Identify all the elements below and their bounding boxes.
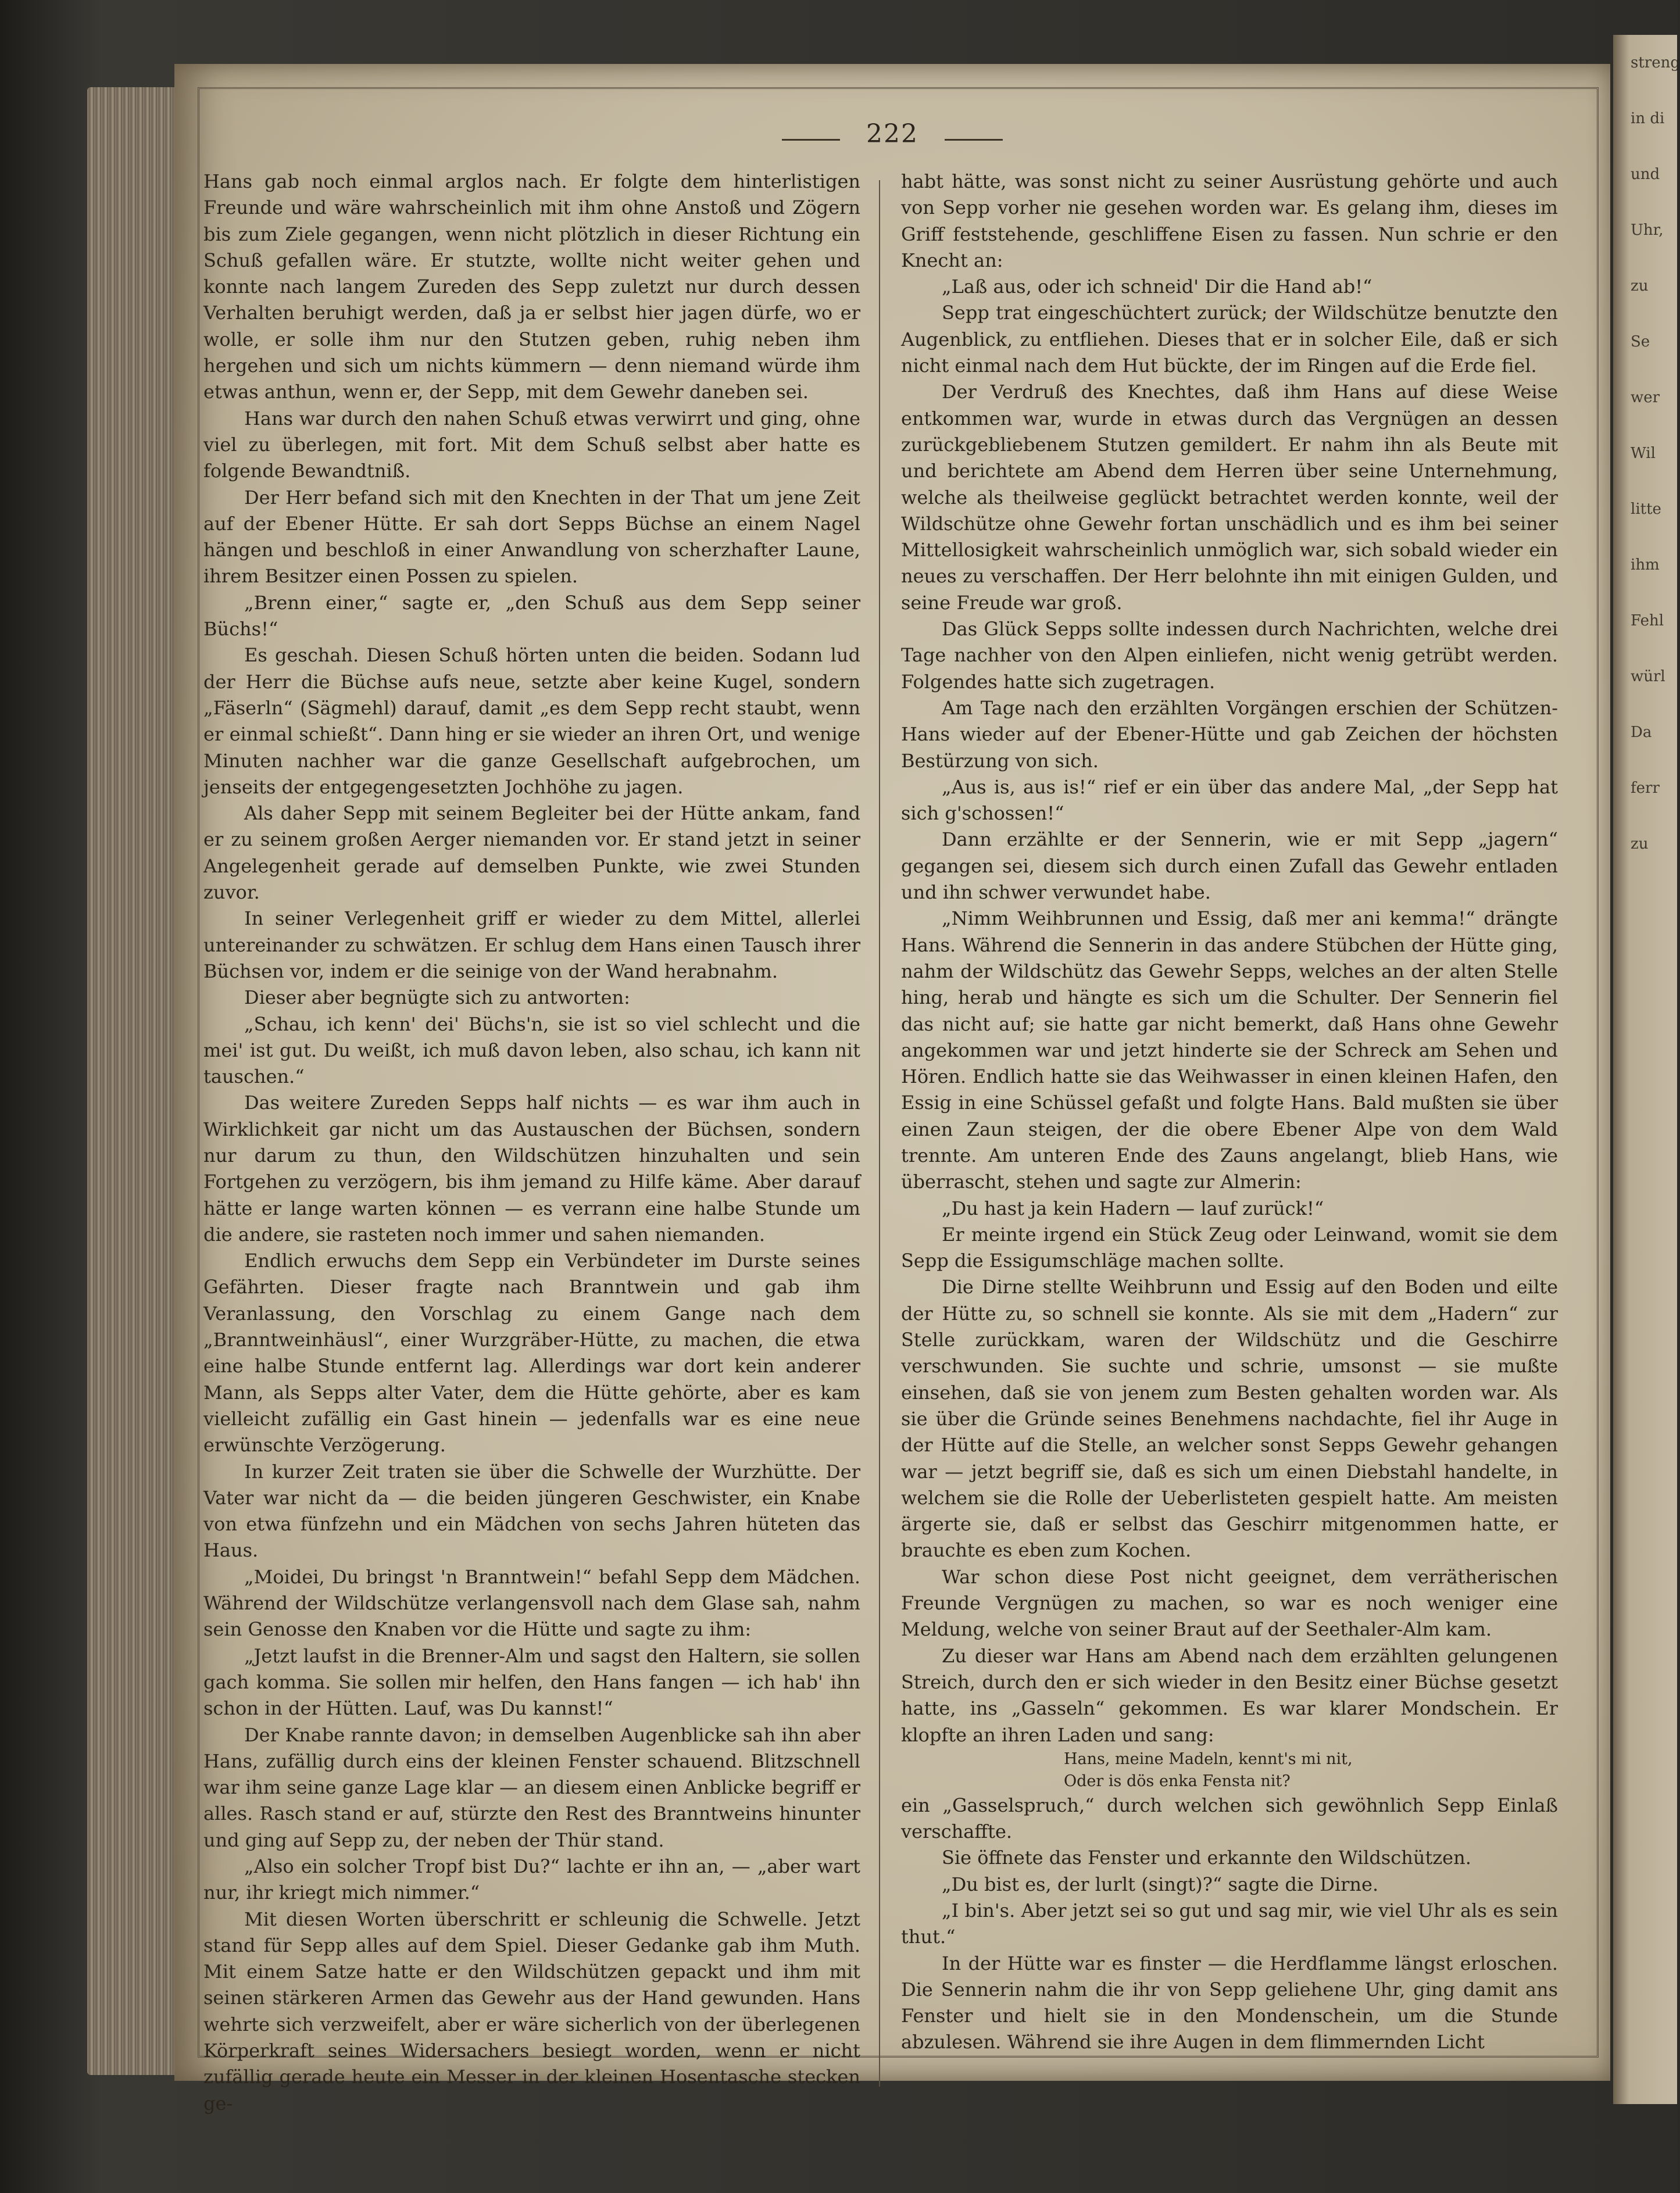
paragraph: Der Verdruß des Knechtes, daß ihm Hans auf diese Weise entkommen war, wurde in etwas durch das Vergnügen an dessen zurückgebliebenem Stutzen gemildert. Er nahm ihn als Beute mit und berichtete am Abend dem Herren über seine Unternehmung, welche als theilweise geglückt betrachtet werden konnte, weil der Wildschütze ohne Gewehr fortan unschädlich und es ihm bei seiner Mittellosigkeit wahrscheinlich unmöglich war, sich sobald wieder ein neues zu verschaffen. Der Herr belohnte ihn mit einigen Gulden, und seine Freude war groß. bbox=[901, 381, 1558, 614]
paragraph: Es geschah. Diesen Schuß hörten unten die beiden. Sodann lud der Herr die Büchse aufs neue, setzte aber keine Kugel, sondern „Fäserln“ (Sägmehl) darauf, damit „es dem Sepp recht staubt, wenn er einmal schießt“. Dann hing er sie wieder an ihren Ort, und wenige Minuten nachher war die ganze Gesellschaft aufgebrochen, um jenseits der entgegengesetzten Jochhöhe zu jagen. bbox=[203, 644, 860, 798]
right-column bbox=[901, 169, 1558, 2054]
next-page-fragment: wer bbox=[1631, 389, 1660, 406]
next-page-fragment: in di bbox=[1631, 110, 1665, 127]
next-page-fragment: ihm bbox=[1631, 556, 1660, 574]
next-page-fragment: würl bbox=[1631, 668, 1665, 685]
paragraph: Der Herr befand sich mit den Knechten in der That um jene Zeit auf der Ebener Hütte. Er sah dort Sepps Büchse an einem Nagel hängen und beschloß in einer Anwandlung von scherzhafter Laune, ihrem Besitzer einen Possen zu spielen. bbox=[203, 486, 860, 588]
paragraph: War schon diese Post nicht geeignet, dem verrätherischen Freunde Vergnügen zu machen, so war es noch weniger eine Meldung, welche von seiner Braut auf der Seethaler-Alm kam. bbox=[901, 1565, 1558, 1641]
left-column bbox=[203, 169, 860, 2115]
paragraph: „Laß aus, oder ich schneid' Dir die Hand ab!“ bbox=[942, 276, 1372, 298]
paragraph: Sie öffnete das Fenster und erkannte den Wildschützen. bbox=[942, 1847, 1471, 1869]
paragraph: ein „Gasselspruch,“ durch welchen sich gewöhnlich Sepp Einlaß verschaffte. bbox=[901, 1794, 1558, 1843]
paragraph: „Du hast ja kein Hadern — lauf zurück!“ bbox=[942, 1197, 1324, 1219]
next-page-fragment: Se bbox=[1631, 333, 1650, 350]
paragraph: Die Dirne stellte Weihbrunn und Essig auf den Boden und eilte der Hütte zu, so schnell sie konnte. Als sie mit dem „Hadern“ zur Stelle zurückkam, waren der Wildschütz und die Geschirre verschwunden. Sie suchte und schrie, umsonst — sie mußte einsehen, daß sie von jenem zum Besten gehalten worden war. Als sie über die Gründe seines Benehmens nachdachte, fiel ihr Auge in der Hütte auf die Stelle, an welcher sonst Sepps Gewehr gehangen war — jetzt begriff sie, daß es sich um einen Diebstahl handelte, in welchem sie die Rolle der Ueberlisteten gespielt hatte. Am meisten ärgerte sie, daß er selbst das Geschirr mitgenommen hatte, er brauchte es eben zum Kochen. bbox=[901, 1276, 1558, 1562]
next-page-fragment: Da bbox=[1631, 724, 1652, 741]
paragraph: In seiner Verlegenheit griff er wieder zu dem Mittel, allerlei untereinander zu schwätzen. Er schlug dem Hans einen Tausch ihrer Büchsen vor, indem er die seinige von der Wand herabnahm. bbox=[203, 907, 860, 982]
paragraph: Er meinte irgend ein Stück Zeug oder Leinwand, womit sie dem Sepp die Essigumschläge machen sollte. bbox=[901, 1223, 1558, 1272]
page-edges bbox=[87, 87, 186, 2075]
paragraph: Dieser aber begnügte sich zu antworten: bbox=[244, 986, 630, 1009]
next-page-fragment: ferr bbox=[1631, 779, 1660, 797]
next-page-fragment: Wil bbox=[1631, 445, 1656, 462]
paragraph: Das weitere Zureden Sepps half nichts — es war ihm auch in Wirklichkeit gar nicht um das Austauschen der Büchsen, sondern nur darum zu thun, den Wildschützen hinzuhalten und sein Fortgehen zu verzögern, bis ihm jemand zu Hilfe käme. Aber darauf hätte er lange warten können — es verrann eine halbe Stunde um die andere, sie rasteten noch immer und sahen niemanden. bbox=[203, 1092, 860, 1246]
paragraph: In der Hütte war es finster — die Herdflamme längst erloschen. Die Sennerin nahm die ihr von Sepp geliehene Uhr, ging damit ans Fenster und hielt sie in den Mondenschein, um die Stunde abzulesen. Während sie ihre Augen in dem flimmernden Licht bbox=[901, 1952, 1558, 2054]
next-page-fragment: litte bbox=[1631, 500, 1661, 518]
paragraph: Endlich erwuchs dem Sepp ein Verbündeter im Durste seines Gefährten. Dieser fragte nach Branntwein und gab ihm Veranlassung, den Vorschlag zu einem Gange nach dem „Branntweinhäusl“, einer Wurzgräber-Hütte, zu machen, die etwa eine halbe Stunde entfernt lag. Allerdings war dort kein anderer Mann, als Sepps alter Vater, dem die Hütte gehörte, aber es kam vielleicht zufällig ein Gast hinein — jedenfalls war es eine neue erwünschte Verzögerung. bbox=[203, 1250, 860, 1457]
paragraph: Mit diesen Worten überschritt er schleunig die Schwelle. Jetzt stand für Sepp alles auf dem Spiel. Dieser Gedanke gab ihm Muth. Mit einem Satze hatte er den Wildschützen gepackt und ihm mit seinen stärkeren Armen das Gewehr aus der Hand gewunden. Hans wehrte sich verzweifelt, aber er wäre sicherlich von der überlegenen Körperkraft seines Widersachers besiegt worden, wenn er nicht zufällig gerade heute ein Messer in der kleinen Hosentasche stecken ge- bbox=[203, 1908, 860, 2115]
paragraph: „Moidei, Du bringst 'n Branntwein!“ befahl Sepp dem Mädchen. Während der Wildschütze verlangensvoll nach dem Glase sah, nahm sein Genosse den Knaben vor die Hütte und sagte zu ihm: bbox=[203, 1565, 860, 1641]
paragraph: Als daher Sepp mit seinem Begleiter bei der Hütte ankam, fand er zu seinem großen Aerger niemanden vor. Er stand jetzt in seiner Angelegenheit gerade auf demselben Punkte, wie zwei Stunden zuvor. bbox=[203, 802, 860, 904]
column-divider bbox=[879, 180, 880, 2087]
next-page-fragment: zu bbox=[1631, 277, 1649, 295]
paragraph: „Aus is, aus is!“ rief er ein über das andere Mal, „der Sepp hat sich g'schossen!“ bbox=[901, 775, 1558, 825]
paragraph: „I bin's. Aber jetzt sei so gut und sag mir, wie viel Uhr als es sein thut.“ bbox=[901, 1899, 1558, 1948]
next-page-fragment: Uhr, bbox=[1631, 221, 1664, 239]
next-page-fragment: streng bbox=[1631, 54, 1680, 71]
paragraph: Der Knabe rannte davon; in demselben Augenblicke sah ihn aber Hans, zufällig durch eins der kleinen Fenster schauend. Blitzschnell war ihm seine ganze Lage klar — an diesem einen Anblicke begriff er alles. Rasch stand er auf, stürzte den Rest des Branntweins hinunter und ging auf Sepp zu, der neben der Thür stand. bbox=[203, 1723, 860, 1851]
paragraph: Am Tage nach den erzählten Vorgängen erschien der Schützen-Hans wieder auf der Ebener-Hütte und gab Zeichen der höchsten Bestürzung von sich. bbox=[901, 696, 1558, 772]
header-rule-left bbox=[782, 139, 840, 141]
song-verse: Hans, meine Madeln, kennt's mi nit, Oder is dös enka Fensta nit? bbox=[1064, 1750, 1353, 1790]
next-page-fragment: und bbox=[1631, 166, 1660, 183]
paragraph: Hans war durch den nahen Schuß etwas verwirrt und ging, ohne viel zu überlegen, mit fort. Mit dem Schuß selbst aber hatte es folgende Bewandtniß. bbox=[203, 407, 860, 482]
page bbox=[174, 64, 1610, 2115]
paragraph: „Schau, ich kenn' dei' Büchs'n, sie ist so viel schlecht und die mei' ist gut. Du weißt, ich muß davon leben, also schau, ich kann nit tauschen.“ bbox=[203, 1013, 860, 1088]
paragraph: Dann erzählte er der Sennerin, wie er mit Sepp „jagern“ gegangen sei, diesem sich durch einen Zufall das Gewehr entladen und ihn schwer verwundet habe. bbox=[901, 828, 1558, 904]
paragraph: „Du bist es, der lurlt (singt)?“ sagte die Dirne. bbox=[942, 1873, 1379, 1895]
next-page-fragment: Fehl bbox=[1631, 612, 1664, 629]
paragraph: In kurzer Zeit traten sie über die Schwelle der Wurzhütte. Der Vater war nicht da — die beiden jüngeren Geschwister, ein Knabe von etwa fünfzehn und ein Mädchen von sechs Jahren hüteten das Haus. bbox=[203, 1460, 860, 1562]
paragraph: „Brenn einer,“ sagte er, „den Schuß aus dem Sepp seiner Büchs!“ bbox=[203, 591, 860, 641]
paragraph: Das Glück Sepps sollte indessen durch Nachrichten, welche drei Tage nachher von den Alpen einliefen, nicht wenig getrübt werden. Folgendes hatte sich zugetragen. bbox=[901, 618, 1558, 693]
paragraph: „Nimm Weihbrunnen und Essig, daß mer ani kemma!“ drängte Hans. Während die Sennerin in das andere Stübchen der Hütte ging, nahm der Wildschütz das Gewehr Sepps, welches an der alten Stelle hing, herab und hängte es sich um die Schulter. Der Sennerin fiel das nicht auf; sie hatte gar nicht bemerkt, daß Hans ohne Gewehr angekommen war und jetzt hinderte sie der Schreck am Sehen und Hören. Endlich hatte sie das Weihwasser in einen kleinen Hafen, den Essig in eine Schüssel gefaßt und folgte Hans. Bald mußten sie über einen Zaun steigen, der die obere Ebener Alpe von dem Wald trennte. Am unteren Ende des Zauns angelangt, blieb Hans, wie überrascht, stehen und sagte zur Almerin: bbox=[901, 907, 1558, 1193]
paragraph: „Also ein solcher Tropf bist Du?“ lachte er ihn an, — „aber wart nur, ihr kriegt mich nimmer.“ bbox=[203, 1855, 860, 1904]
paragraph: Sepp trat eingeschüchtert zurück; der Wildschütze benutzte den Augenblick, zu entfliehen. Dieses that er in solcher Eile, daß er sich nicht einmal nach dem Hut bückte, der im Ringen auf die Erde fiel. bbox=[901, 302, 1558, 377]
next-page-edge bbox=[1613, 35, 1680, 2104]
paragraph: habt hätte, was sonst nicht zu seiner Ausrüstung gehörte und auch von Sepp vorher nie gesehen worden war. Es gelang ihm, dieses im Griff feststehende, geschliffene Eisen zu fassen. Nun schrie er den Knecht an: bbox=[901, 170, 1558, 271]
paragraph: Zu dieser war Hans am Abend nach dem erzählten gelungenen Streich, durch den er sich wieder in den Besitz einer Büchse gesetzt hatte, ins „Gasseln“ gekommen. Es war klarer Mondschein. Er klopfte an ihren Laden und sang: bbox=[901, 1644, 1558, 1746]
header-rule-right bbox=[945, 139, 1003, 141]
paragraph: „Jetzt laufst in die Brenner-Alm und sagst den Haltern, sie sollen gach komma. Sie sollen mir helfen, den Hans fangen — ich hab' ihn schon in der Hütten. Lauf, was Du kannst!“ bbox=[203, 1644, 860, 1720]
page-header bbox=[174, 119, 1610, 149]
next-page-fragment: zu bbox=[1631, 835, 1649, 853]
page-number: 222 bbox=[866, 119, 918, 149]
paragraph: Hans gab noch einmal arglos nach. Er folgte dem hinterlistigen Freunde und wäre wahrscheinlich mit ihm ohne Anstoß und Zögern bis zum Ziele gegangen, wenn nicht plötzlich in dieser Richtung ein Schuß gefallen wäre. Er stutzte, wollte nicht weiter gehen und konnte nach langem Zureden des Sepp zuletzt nur durch dessen Verhalten beruhigt werden, daß ja er selbst hier jagen dürfe, wo er wolle, er solle ihm nur den Stutzen geben, ruhig neben ihm hergehen und sich um nichts kümmern — denn niemand würde ihm etwas anthun, wenn er, der Sepp, mit dem Gewehr daneben sei. bbox=[203, 170, 860, 403]
